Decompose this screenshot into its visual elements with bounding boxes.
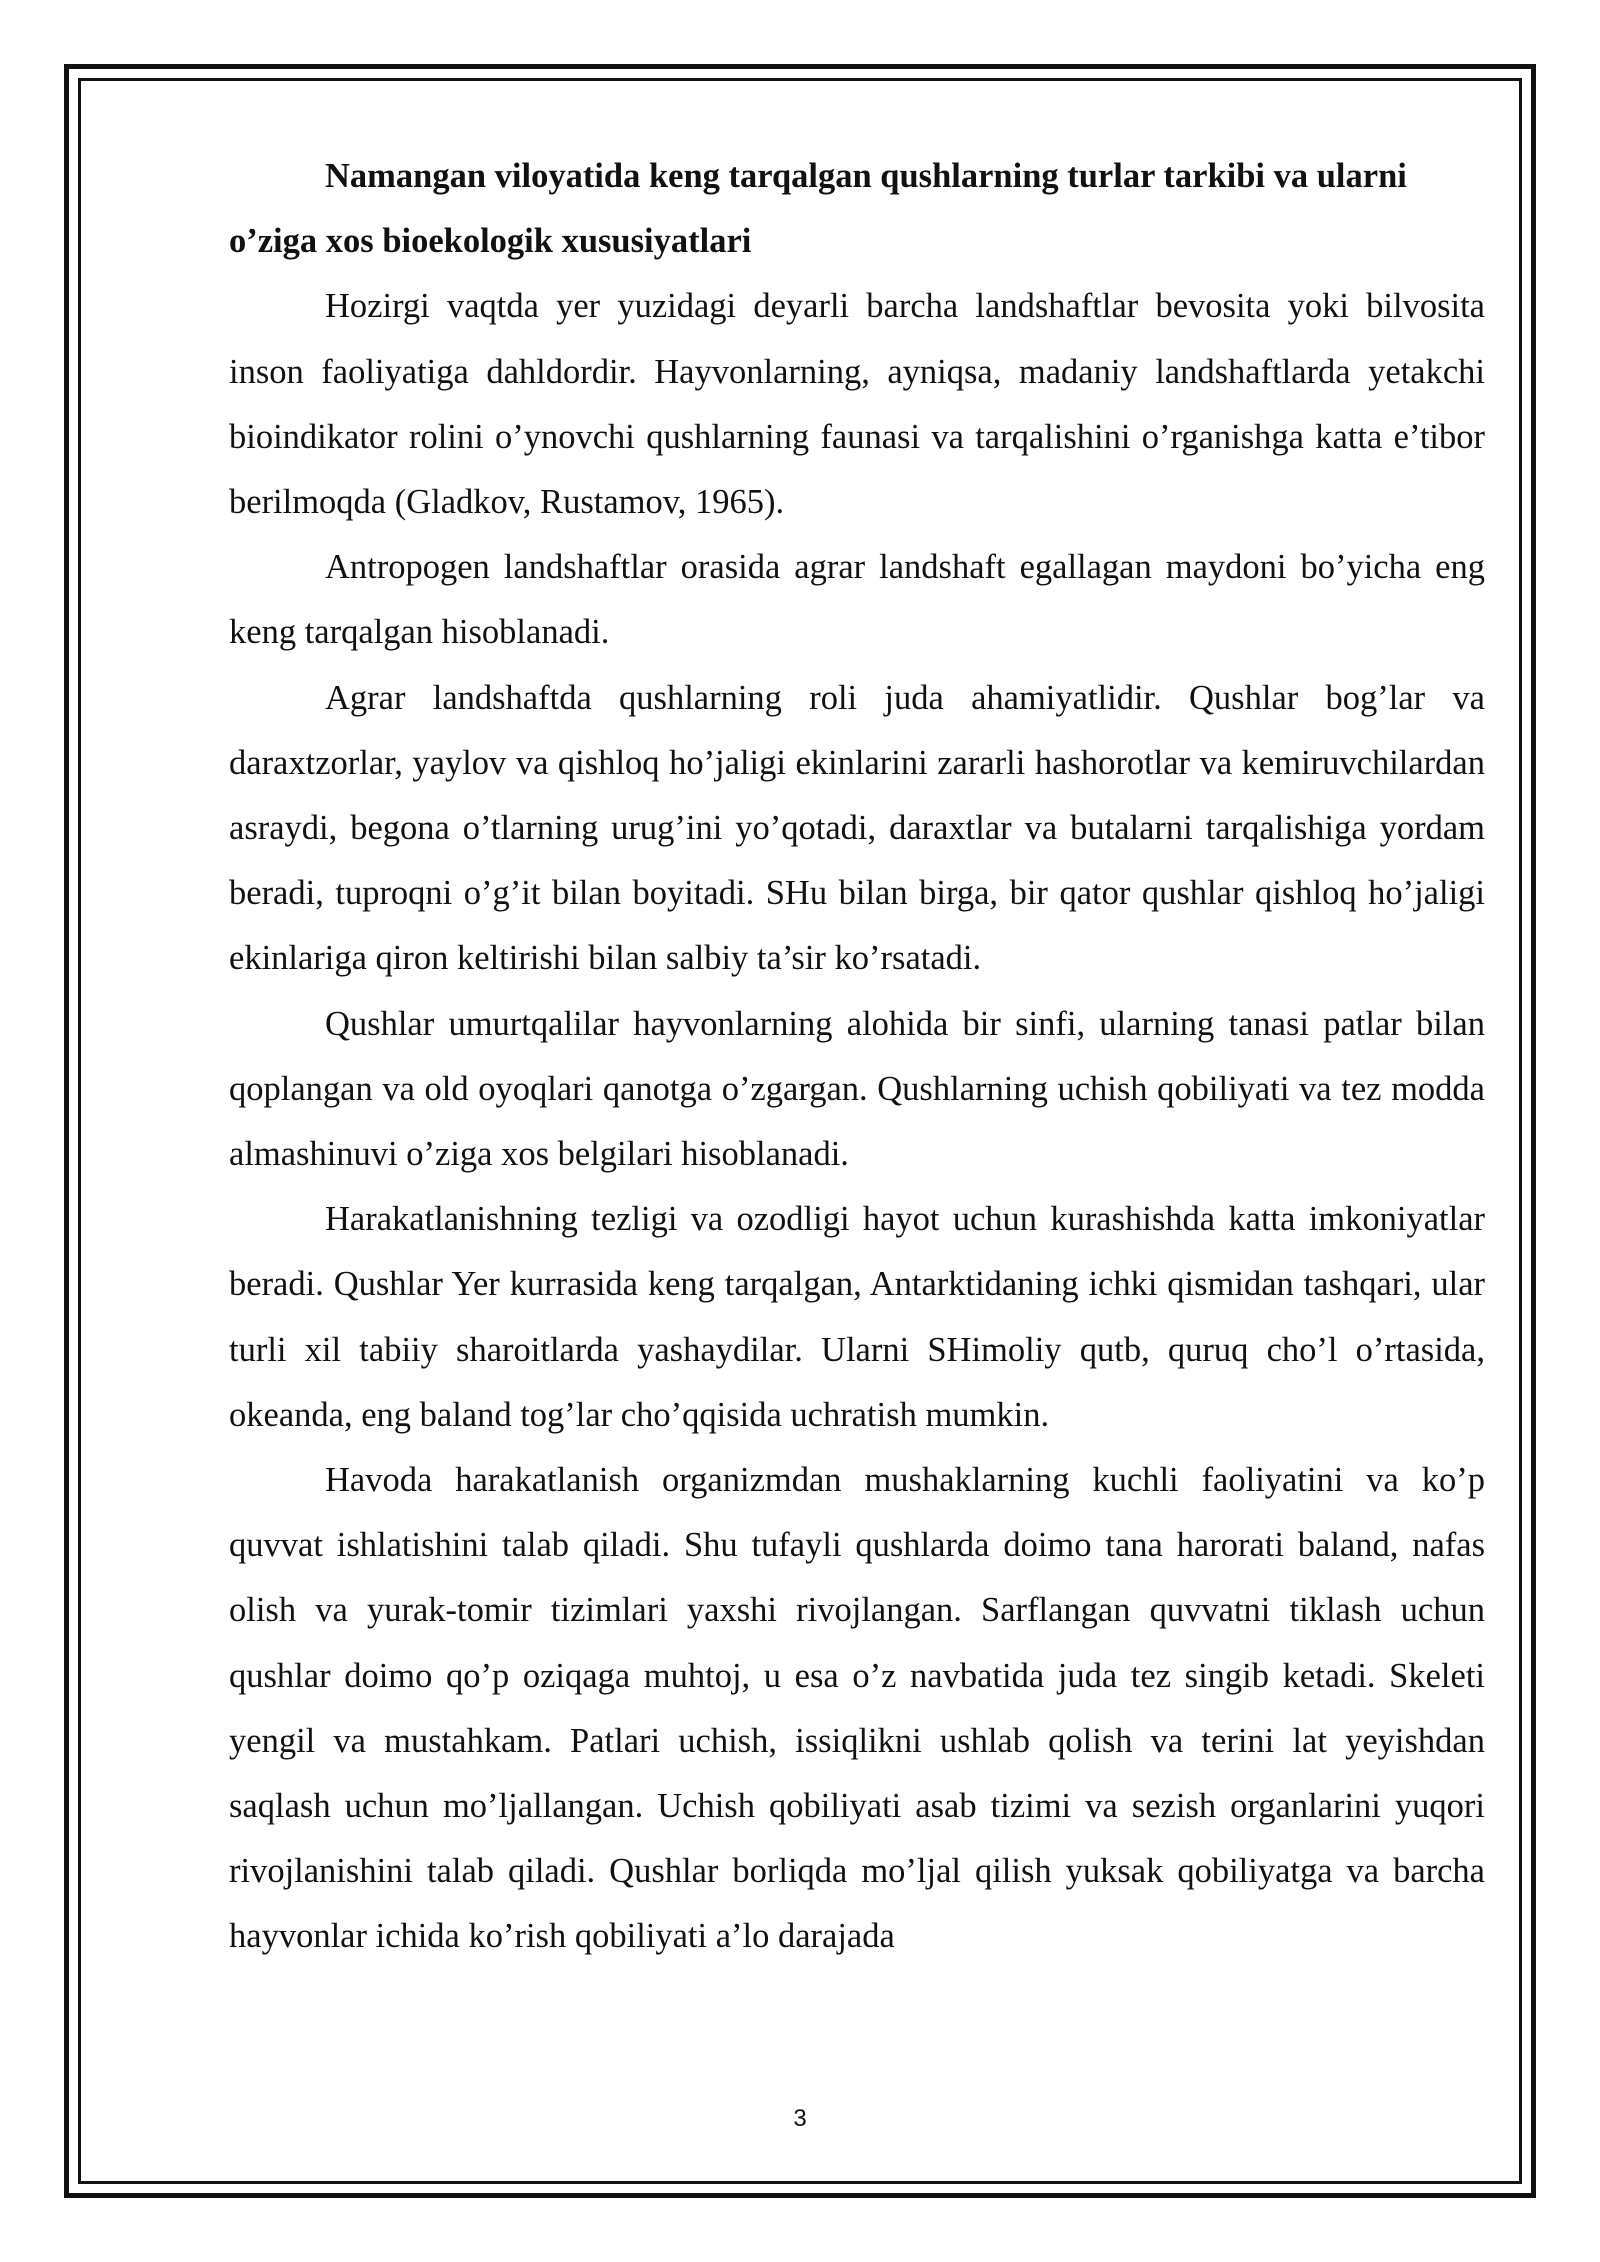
- paragraph-6: Havoda harakatlanish organizmdan mushaklarning kuchli faoliyatini va ko’p quvvat ishlatishini talab qiladi. Shu tufayli qushlarda doimo tana harorati baland, nafas olish va yurak-tomir tizimlari yaxshi rivojlangan. Sarflangan quvvatni tiklash uchun qushlar doimo qo’p oziqaga muhtoj, u esa o’z navbatida juda tez singib ketadi. Skeleti yengil va mustahkam. Patlari uchish, issiqlikni ushlab qolish va terini lat yeyishdan saqlash uchun mo’ljallangan. Uchish qobiliyati asab tizimi va sezish organlarini yuqori rivojlanishini talab qiladi. Qushlar borliqda mo’ljal qilish yuksak qobiliyatga va barcha hayvonlar ichida ko’rish qobiliyati a’lo darajada: [229, 1461, 1485, 1956]
- page-number: 3: [793, 2105, 807, 2132]
- paragraph-1: Hozirgi vaqtda yer yuzidagi deyarli barcha landshaftlar bevosita yoki bilvosita inson faoliyatiga dahldordir. Hayvonlarning, ayniqsa, madaniy landshaftlarda yetakchi bioindikator rolini o’ynovchi qushlarning faunasi va tarqalishini o’rganishga katta e’tibor berilmoqda (Gladkov, Rustamov, 1965).: [229, 287, 1485, 522]
- paragraph-2: Antropogen landshaftlar orasida agrar landshaft egallagan maydoni bo’yicha eng keng tarqalgan hisoblanadi.: [229, 548, 1485, 652]
- paragraph-5: Harakatlanishning tezligi va ozodligi hayot uchun kurashishda katta imkoniyatlar beradi. Qushlar Yer kurrasida keng tarqalgan, Antarktidaning ichki qismidan tashqari, ular turli xil tabiiy sharoitlarda yashaydilar. Ularni SHimoliy qutb, quruq cho’l o’rtasida, okeanda, eng baland tog’lar cho’qqisida uchratish mumkin.: [229, 1200, 1485, 1434]
- paragraph-3: Agrar landshaftda qushlarning roli juda ahamiyatlidir. Qushlar bog’lar va daraxtzorlar, yaylov va qishloq ho’jaligi ekinlarini zararli hashorotlar va kemiruvchilardan asraydi, begona o’tlarning urug’ini yo’qotadi, daraxtlar va butalarni tarqalishiga yordam beradi, tuproqni o’g’it bilan boyitadi. SHu bilan birga, bir qator qushlar qishloq ho’jaligi ekinlariga qiron keltirishi bilan salbiy ta’sir ko’rsatadi.: [229, 678, 1485, 978]
- document-body: [229, 144, 1485, 1970]
- paragraph-4: Qushlar umurtqalilar hayvonlarning alohida bir sinfi, ularning tanasi patlar bilan qoplangan va old oyoqlari qanotga o’zgargan. Qushlarning uchish qobiliyati va tez modda almashinuvi o’ziga xos belgilari hisoblanadi.: [229, 1004, 1485, 1174]
- document-title: Namangan viloyatida keng tarqalgan qushlarning turlar tarkibi va ularni o’ziga xos bioekologik xususiyatlari: [229, 157, 1407, 261]
